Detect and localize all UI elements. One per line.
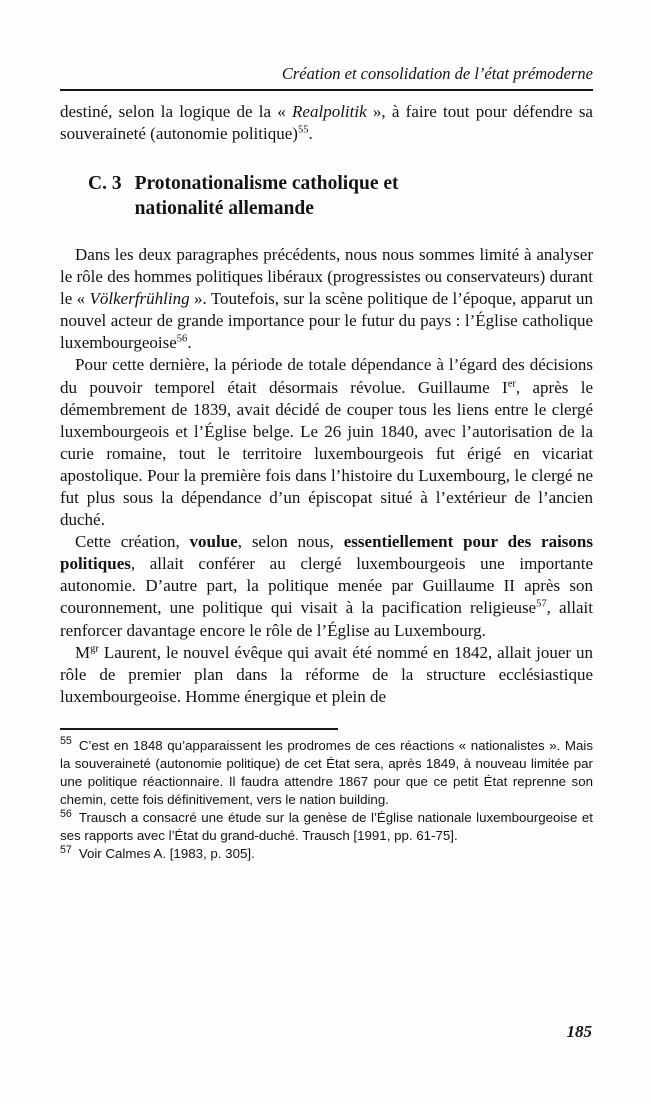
section-heading <box>88 172 593 221</box>
footnote-marker-57: 57 <box>60 843 72 856</box>
text-run: , après le démembrement de 1839, avait décidé de couper tous les liens entre le clergé luxembourgeois et l’Église belge. Le 26 juin 1840, avec l’autorisation de la curie romaine, tout le territoire luxembourgeois fut érigé en vicariat apostolique. Pour la première fois dans l’histoire du Luxembourg, le clergé ne fut plus sous la dépendance d’un épiscopat situé à l’extérieur de l’ancien duché. <box>60 377 593 530</box>
footnote-55 <box>60 737 593 809</box>
footnote-56 <box>60 809 593 845</box>
footnote-rule <box>60 728 338 730</box>
footnote-ref-56: 56 <box>176 333 188 345</box>
text-run: destiné, selon la logique de la « <box>60 102 293 121</box>
heading-number: C. 3 <box>88 173 122 195</box>
text-run-bold: essentiellement pour des raisons politiques <box>60 532 593 574</box>
abbreviation-superscript: gr <box>90 642 99 654</box>
heading-line-2: nationalité allemande <box>134 197 314 219</box>
footnote-marker-55: 55 <box>60 735 72 748</box>
text-run: . <box>187 333 192 353</box>
paragraph-3 <box>60 531 593 641</box>
text-run: . <box>308 124 313 144</box>
heading-line-1: Protonationalisme catholique et <box>134 173 399 195</box>
text-run: M <box>75 642 91 662</box>
text-run: , allait conférer au clergé luxembourgeois une importante autonomie. D’autre part, la politique menée par Guillaume II après son couronnement, une politique qui visait à la pacification religieuse <box>60 554 593 618</box>
text-run: ». Toutefois, sur la scène politique de l’époque, apparut un nouvel acteur de grande importance pour le futur du pays : l’Église catholique luxembourgeoise <box>60 289 593 353</box>
footnote-text: Voir Calmes A. [1983, p. 305]. <box>78 846 255 862</box>
text-run-bold: voulue <box>189 532 238 552</box>
paragraph-intro <box>60 101 593 145</box>
ordinal-superscript: er <box>507 377 516 389</box>
paragraph-1 <box>60 244 593 354</box>
text-run: Laurent, le nouvel évêque qui avait été nommé en 1842, allait jouer un rôle de premier plan dans la réforme de la structure ecclésiastique luxembourgeoise. Homme énergique et plein de <box>60 642 593 706</box>
text-run: », à faire tout pour défendre sa souveraineté (autonomie politique) <box>60 102 593 144</box>
footnote-ref-57: 57 <box>536 598 547 610</box>
footnote-57 <box>60 845 593 863</box>
text-run: , selon nous, <box>237 532 344 552</box>
header-rule <box>60 89 593 91</box>
text-run: Dans les deux paragraphes précédents, nous nous sommes limité à analyser le rôle des hommes politiques libéraux (progressistes ou conservateurs) durant le « <box>60 244 594 309</box>
text-run: Cette création, <box>75 532 190 552</box>
text-run: Pour cette dernière, la période de totale dépendance à l’égard des décisions du pouvoir temporel était désormais révolue. Guillaume I <box>60 355 593 397</box>
page-number: 185 <box>566 1022 592 1041</box>
paragraph-2 <box>60 354 593 531</box>
heading-text <box>135 172 399 221</box>
footnote-ref-55: 55 <box>297 124 309 136</box>
text-run: , allait renforcer davantage encore le rôle de l’Église au Luxembourg. <box>60 598 593 640</box>
footnote-text: C’est en 1848 qu’apparaissent les prodromes de ces réactions « nationalistes ». Mais la souveraineté (autonomie politique) de cet État sera, après 1849, à nouveau limitée par une politique réactionnaire. Il faudra attendre 1867 pour que ce petit État reprenne son chemin, cette fois définitivement, vers le nation building. <box>60 737 593 808</box>
footnote-text: Trausch a consacré une étude sur la genèse de l’Église nationale luxembourgeoise et ses rapports avec l’État du grand-duché. Trausch [1991, pp. 61-75]. <box>60 810 593 844</box>
running-header-title: Création et consolidation de l’état prémoderne <box>281 64 593 83</box>
running-header <box>60 64 593 89</box>
text-run-italic: Realpolitik <box>292 102 367 121</box>
footnote-marker-56: 56 <box>60 807 72 820</box>
paragraph-4 <box>60 642 593 708</box>
text-run-italic: Völkerfrühling <box>89 289 190 309</box>
